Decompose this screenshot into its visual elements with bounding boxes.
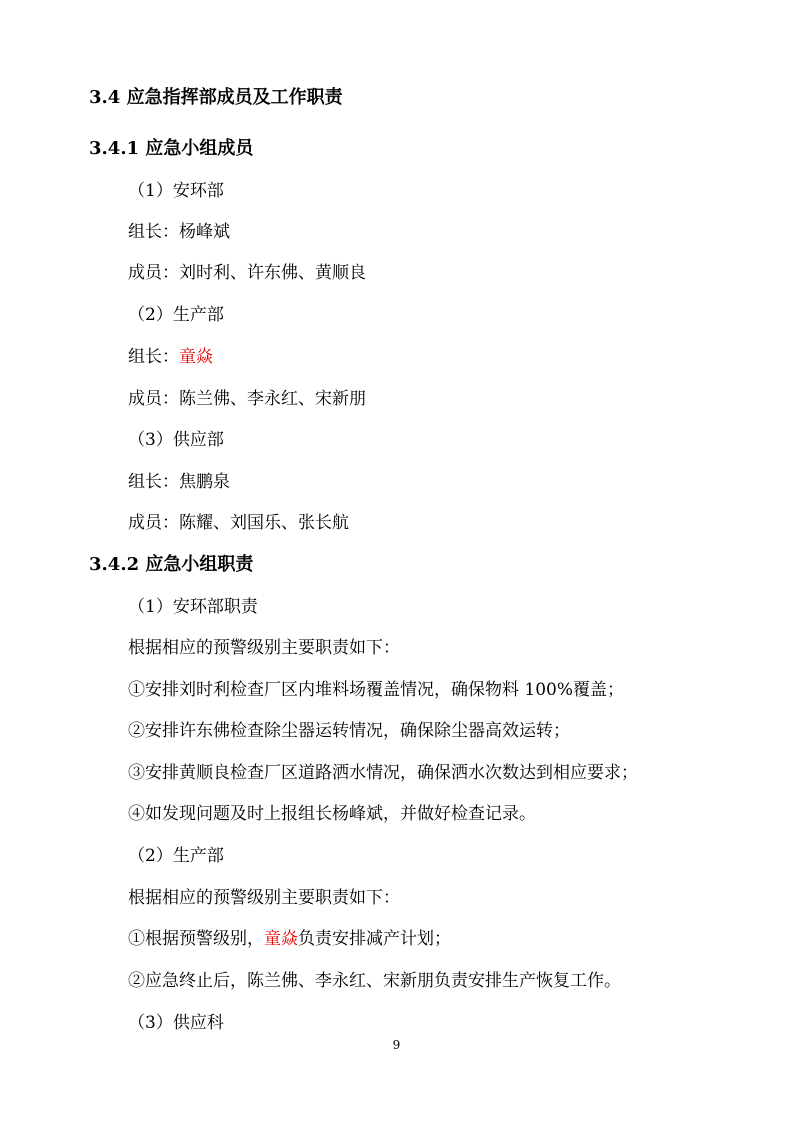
leader-label: 组长： (128, 222, 179, 242)
dept3-leader (128, 471, 230, 493)
page-number: 9 (392, 1038, 401, 1052)
duties-dept1-item-3: ③安排黄顺良检查厂区道路洒水情况，确保洒水次数达到相应要求； (128, 763, 638, 783)
leader-name-highlighted: 童焱 (179, 347, 213, 367)
duties-dept2-intro: 根据相应的预警级别主要职责如下： (128, 888, 400, 908)
duties-dept2-item-2: ②应急终止后，陈兰佛、李永红、宋新朋负责安排生产恢复工作。 (128, 971, 621, 991)
leader-name: 焦鹏泉 (179, 472, 230, 492)
dept1-heading: （1）安环部 (128, 181, 224, 201)
duties-dept1-title: （1）安环部职责 (128, 597, 258, 617)
dept2-heading: （2）生产部 (128, 305, 224, 325)
item-text: ①根据预警级别， (128, 929, 264, 949)
duties-dept1-item-1: ①安排刘时利检查厂区内堆料场覆盖情况，确保物料 100%覆盖； (128, 680, 625, 700)
duties-dept1-item-4: ④如发现问题及时上报组长杨峰斌，并做好检查记录。 (128, 804, 536, 824)
dept1-leader (128, 221, 230, 243)
duties-dept2-item-1 (128, 928, 451, 950)
item-text: 负责安排减产计划； (298, 929, 451, 949)
subsection-heading-3-4-2: 3.4.2 应急小组职责 (89, 554, 254, 575)
duties-dept1-intro: 根据相应的预警级别主要职责如下： (128, 638, 400, 658)
dept2-members: 成员：陈兰佛、李永红、宋新朋 (128, 389, 366, 409)
duties-dept1-item-2: ②安排许东佛检查除尘器运转情况，确保除尘器高效运转； (128, 721, 570, 741)
item-name-highlighted: 童焱 (264, 929, 298, 949)
dept1-members: 成员：刘时利、许东佛、黄顺良 (128, 263, 366, 283)
duties-dept3-title: （3）供应科 (128, 1013, 224, 1033)
leader-label: 组长： (128, 472, 179, 492)
dept2-leader (128, 346, 213, 368)
leader-name: 杨峰斌 (179, 222, 230, 242)
section-heading-3-4: 3.4 应急指挥部成员及工作职责 (89, 87, 343, 108)
dept3-members: 成员：陈耀、刘国乐、张长航 (128, 513, 349, 533)
subsection-heading-3-4-1: 3.4.1 应急小组成员 (89, 138, 254, 159)
dept3-heading: （3）供应部 (128, 430, 224, 450)
duties-dept2-title: （2）生产部 (128, 846, 224, 866)
leader-label: 组长： (128, 347, 179, 367)
